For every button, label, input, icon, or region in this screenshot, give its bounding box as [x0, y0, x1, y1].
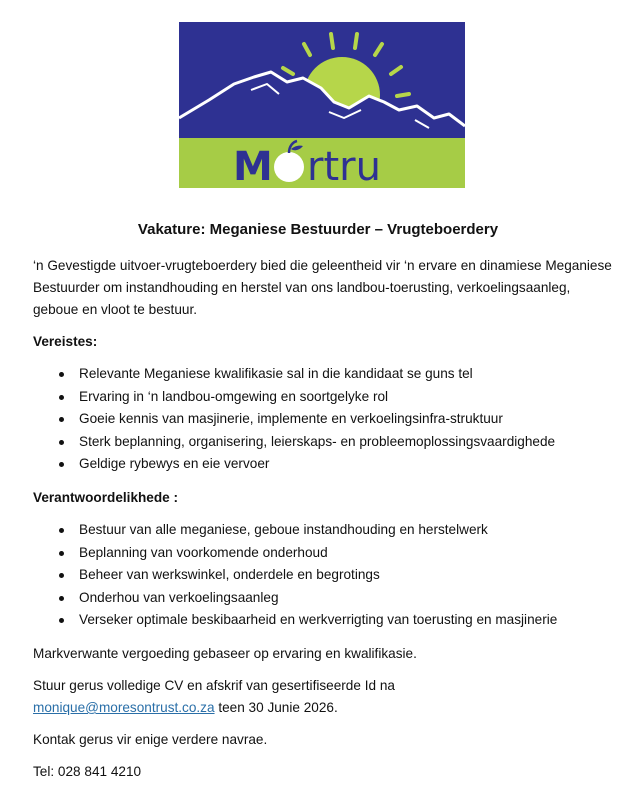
list-item: Verseker optimale beskibaarheid en werkverrigting van toerusting en masjinerie	[33, 609, 623, 632]
email-link[interactable]: monique@moresontrust.co.za	[33, 700, 215, 715]
list-item: Sterk beplanning, organisering, leierskaps- en probleemoplossingsvaardighede	[33, 431, 623, 454]
svg-text:M: M	[233, 144, 273, 188]
list-item: Bestuur van alle meganiese, geboue instandhouding en herstelwerk	[33, 519, 623, 542]
list-item: Goeie kennis van masjinerie, implemente en verkoelingsinfra-struktuur	[33, 408, 623, 431]
list-item: Relevante Meganiese kwalifikasie sal in die kandidaat se guns tel	[33, 363, 623, 386]
list-item: Beheer van werkswinkel, onderdele en begrotings	[33, 564, 623, 587]
intro-paragraph: ‘n Gevestigde uitvoer-vrugteboerdery bied die geleentheid vir ‘n ervare en dinamiese Meganiese Bestuurder om instandhouding en herstel van ons landbou-toerusting, verkoelingsaanleg, geboue en vloot te bestuur.	[33, 258, 612, 317]
remuneration-text: Markverwante vergoeding gebaseer op ervaring en kwalifikasie.	[33, 646, 417, 661]
list-item: Geldige rybewys en eie vervoer	[33, 453, 623, 476]
requirements-heading: Vereistes:	[33, 334, 98, 349]
list-item: Beplanning van voorkomende onderhoud	[33, 542, 623, 565]
apply-text: Stuur gerus volledige CV en afskrif van gesertifiseerde Id na	[33, 678, 395, 693]
list-item: Onderhou van verkoelingsaanleg	[33, 587, 623, 610]
page-title: Vakature: Meganiese Bestuurder – Vrugteboerdery	[137, 221, 499, 238]
apply-paragraph	[33, 675, 613, 719]
apply-deadline-text: teen 30 Junie 2026.	[214, 700, 338, 715]
contact-text: Kontak gerus vir enige verdere navrae.	[33, 732, 268, 747]
svg-text:rtru: rtru	[307, 144, 381, 188]
company-logo	[179, 22, 465, 188]
phone-text: Tel: 028 841 4210	[33, 764, 142, 779]
responsibilities-heading: Verantwoordelikhede :	[33, 490, 179, 505]
list-item: Ervaring in ‘n landbou-omgewing en soortgelyke rol	[33, 386, 623, 409]
responsibilities-list	[33, 519, 623, 632]
logo-graphic	[179, 22, 465, 188]
requirements-list	[33, 363, 623, 476]
